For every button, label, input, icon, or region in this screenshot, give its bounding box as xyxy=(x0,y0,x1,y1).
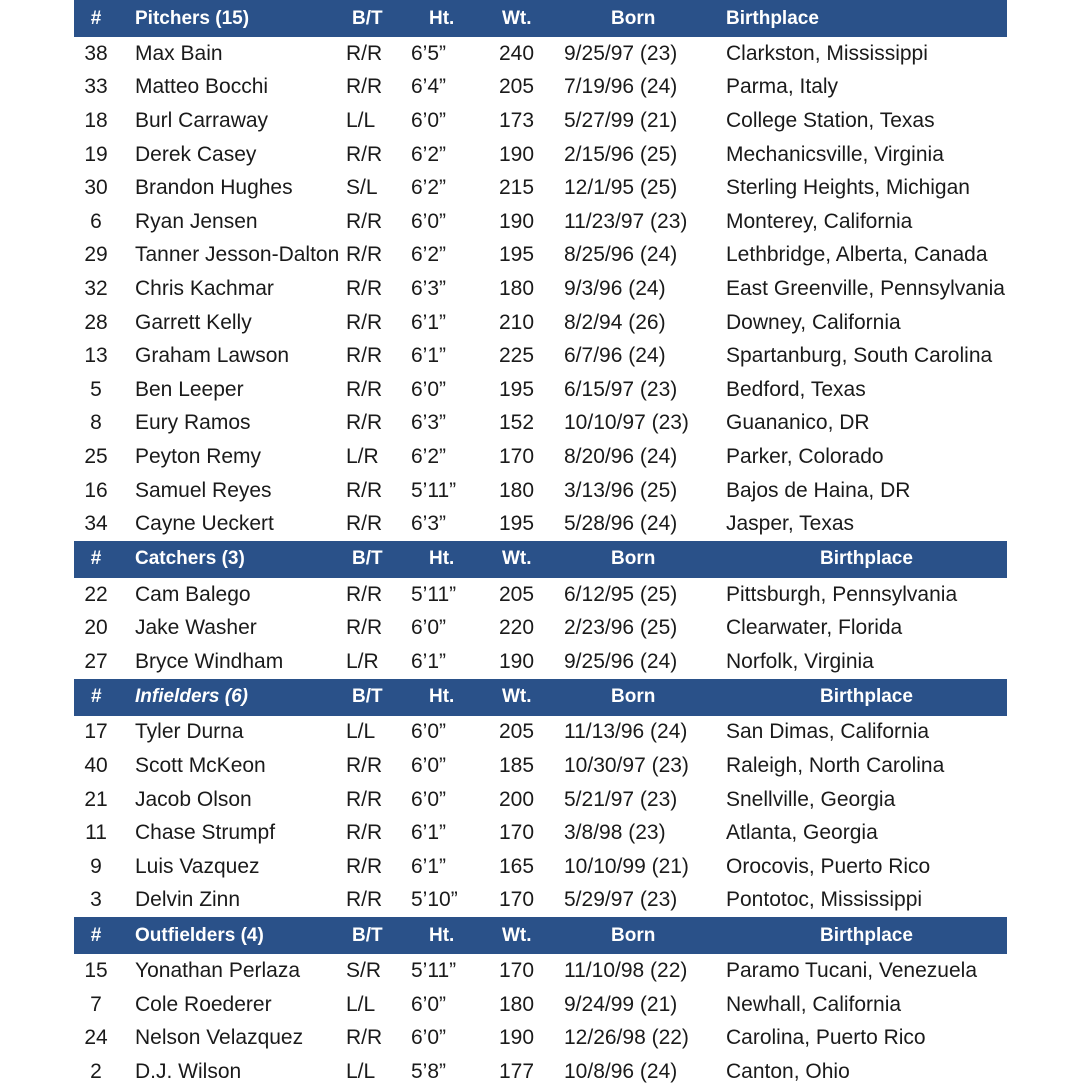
player-number: 29 xyxy=(84,243,108,267)
player-weight: 180 xyxy=(499,992,535,1016)
player-bats-throws: L/L xyxy=(346,720,376,744)
player-row xyxy=(74,71,1007,105)
player-born: 2/23/96 (25) xyxy=(564,616,678,640)
player-birthplace: Atlanta, Georgia xyxy=(726,821,878,845)
player-bats-throws: R/R xyxy=(346,787,383,811)
player-bats-throws: R/R xyxy=(346,142,383,166)
player-birthplace: Orocovis, Puerto Rico xyxy=(726,854,931,878)
header-number: # xyxy=(90,924,102,946)
player-born: 12/1/95 (25) xyxy=(564,176,678,200)
player-number: 16 xyxy=(84,478,108,502)
player-birthplace: Paramo Tucani, Venezuela xyxy=(726,959,977,983)
player-bats-throws: L/L xyxy=(346,1059,376,1083)
player-number: 7 xyxy=(90,992,102,1016)
header-weight: Wt. xyxy=(502,548,532,570)
player-name: Tyler Durna xyxy=(135,720,244,744)
player-born: 9/3/96 (24) xyxy=(564,276,666,300)
player-height: 6’3” xyxy=(411,276,447,300)
player-born: 10/30/97 (23) xyxy=(564,754,689,778)
section-header xyxy=(74,0,1007,37)
player-born: 10/10/97 (23) xyxy=(564,411,689,435)
player-bats-throws: R/R xyxy=(346,754,383,778)
player-name: Ryan Jensen xyxy=(135,209,258,233)
player-row xyxy=(74,205,1007,239)
player-name: Garrett Kelly xyxy=(135,310,252,334)
player-born: 6/15/97 (23) xyxy=(564,377,678,401)
player-height: 6’0” xyxy=(411,720,447,744)
player-birthplace: Spartanburg, South Carolina xyxy=(726,344,993,368)
player-birthplace: Carolina, Puerto Rico xyxy=(726,1026,926,1050)
player-weight: 195 xyxy=(499,512,535,536)
player-weight: 205 xyxy=(499,720,535,744)
player-name: Peyton Remy xyxy=(135,444,262,468)
header-birthplace: Birthplace xyxy=(726,7,819,29)
header-height: Ht. xyxy=(429,7,455,29)
player-name: Chase Strumpf xyxy=(135,821,276,845)
player-row xyxy=(74,716,1007,750)
header-birthplace: Birthplace xyxy=(820,548,913,570)
player-weight: 173 xyxy=(499,108,535,132)
player-bats-throws: R/R xyxy=(346,75,383,99)
player-row xyxy=(74,850,1007,884)
player-number: 17 xyxy=(84,720,108,744)
player-row xyxy=(74,954,1007,988)
player-weight: 185 xyxy=(499,754,535,778)
player-born: 2/15/96 (25) xyxy=(564,142,678,166)
player-row xyxy=(74,440,1007,474)
player-born: 5/21/97 (23) xyxy=(564,787,678,811)
player-born: 5/28/96 (24) xyxy=(564,512,678,536)
player-birthplace: Downey, California xyxy=(726,310,901,334)
player-born: 7/19/96 (24) xyxy=(564,75,678,99)
player-name: Burl Carraway xyxy=(135,108,269,132)
player-name: Jake Washer xyxy=(135,616,257,640)
player-name: Max Bain xyxy=(135,41,223,65)
player-born: 11/10/98 (22) xyxy=(564,959,688,983)
player-number: 18 xyxy=(84,108,108,132)
player-bats-throws: R/R xyxy=(346,888,383,912)
player-height: 5’10” xyxy=(411,888,458,912)
player-birthplace: Canton, Ohio xyxy=(726,1059,850,1083)
player-born: 5/29/97 (23) xyxy=(564,888,678,912)
player-name: Yonathan Perlaza xyxy=(135,959,301,983)
player-bats-throws: R/R xyxy=(346,616,383,640)
player-row xyxy=(74,645,1007,679)
player-bats-throws: R/R xyxy=(346,243,383,267)
player-height: 5’11” xyxy=(411,478,457,502)
player-born: 8/2/94 (26) xyxy=(564,310,666,334)
section-header xyxy=(74,917,1007,954)
player-weight: 180 xyxy=(499,276,535,300)
player-name: Scott McKeon xyxy=(135,754,266,778)
player-weight: 165 xyxy=(499,854,535,878)
player-height: 6’0” xyxy=(411,377,447,401)
section-title: Pitchers (15) xyxy=(135,7,250,29)
header-birthplace: Birthplace xyxy=(820,924,913,946)
header-weight: Wt. xyxy=(502,7,532,29)
player-birthplace: Bajos de Haina, DR xyxy=(726,478,911,502)
header-weight: Wt. xyxy=(502,924,532,946)
player-bats-throws: R/R xyxy=(346,310,383,334)
player-weight: 170 xyxy=(499,444,535,468)
player-weight: 225 xyxy=(499,344,535,368)
player-born: 12/26/98 (22) xyxy=(564,1026,689,1050)
player-weight: 190 xyxy=(499,649,535,673)
player-number: 27 xyxy=(84,649,108,673)
player-number: 21 xyxy=(84,787,108,811)
section-title: Outfielders (4) xyxy=(135,924,264,946)
player-bats-throws: R/R xyxy=(346,209,383,233)
player-row xyxy=(74,239,1007,273)
player-birthplace: Clarkston, Mississippi xyxy=(726,41,928,65)
player-born: 6/12/95 (25) xyxy=(564,582,678,606)
player-bats-throws: R/R xyxy=(346,1026,383,1050)
player-row xyxy=(74,373,1007,407)
player-weight: 195 xyxy=(499,243,535,267)
player-birthplace: Clearwater, Florida xyxy=(726,616,903,640)
player-height: 6’1” xyxy=(411,821,447,845)
player-height: 6’0” xyxy=(411,992,447,1016)
header-birthplace: Birthplace xyxy=(820,686,913,708)
player-birthplace: College Station, Texas xyxy=(726,108,935,132)
player-bats-throws: S/L xyxy=(346,176,378,200)
header-bats-throws: B/T xyxy=(352,7,383,29)
player-born: 8/20/96 (24) xyxy=(564,444,678,468)
player-height: 6’3” xyxy=(411,512,447,536)
player-number: 40 xyxy=(84,754,108,778)
player-birthplace: San Dimas, California xyxy=(726,720,930,744)
player-name: Cam Balego xyxy=(135,582,251,606)
player-name: Jacob Olson xyxy=(135,787,252,811)
player-height: 6’2” xyxy=(411,444,447,468)
player-born: 10/10/99 (21) xyxy=(564,854,689,878)
header-bats-throws: B/T xyxy=(352,686,383,708)
player-number: 6 xyxy=(90,209,102,233)
player-row xyxy=(74,884,1007,918)
player-number: 15 xyxy=(84,959,108,983)
player-number: 28 xyxy=(84,310,108,334)
player-name: Graham Lawson xyxy=(135,344,290,368)
player-bats-throws: R/R xyxy=(346,512,383,536)
player-bats-throws: R/R xyxy=(346,276,383,300)
player-bats-throws: R/R xyxy=(346,41,383,65)
player-birthplace: East Greenville, Pennsylvania xyxy=(726,276,1005,300)
player-birthplace: Bedford, Texas xyxy=(726,377,866,401)
header-born: Born xyxy=(611,686,656,708)
player-name: Cole Roederer xyxy=(135,992,272,1016)
player-height: 6’0” xyxy=(411,209,447,233)
player-born: 5/27/99 (21) xyxy=(564,108,678,132)
player-weight: 240 xyxy=(499,41,535,65)
player-bats-throws: S/R xyxy=(346,959,382,983)
section-header xyxy=(74,679,1007,716)
player-name: Ben Leeper xyxy=(135,377,244,401)
player-bats-throws: R/R xyxy=(346,411,383,435)
header-number: # xyxy=(90,548,102,570)
player-name: Matteo Bocchi xyxy=(135,75,269,99)
player-bats-throws: L/L xyxy=(346,108,376,132)
player-weight: 152 xyxy=(499,411,535,435)
player-row xyxy=(74,474,1007,508)
player-name: Eury Ramos xyxy=(135,411,251,435)
player-number: 13 xyxy=(84,344,108,368)
player-number: 38 xyxy=(84,41,108,65)
player-weight: 220 xyxy=(499,616,535,640)
player-birthplace: Mechanicsville, Virginia xyxy=(726,142,944,166)
header-weight: Wt. xyxy=(502,686,532,708)
header-born: Born xyxy=(611,7,656,29)
player-name: Samuel Reyes xyxy=(135,478,272,502)
player-number: 3 xyxy=(90,888,102,912)
player-height: 6’1” xyxy=(411,649,447,673)
player-number: 2 xyxy=(90,1059,102,1083)
player-birthplace: Monterey, California xyxy=(726,209,913,233)
player-birthplace: Lethbridge, Alberta, Canada xyxy=(726,243,988,267)
roster-section xyxy=(74,0,1007,541)
player-row xyxy=(74,783,1007,817)
player-born: 6/7/96 (24) xyxy=(564,344,666,368)
player-row xyxy=(74,1055,1007,1089)
player-row xyxy=(74,507,1007,541)
player-row xyxy=(74,104,1007,138)
player-row xyxy=(74,138,1007,172)
player-number: 33 xyxy=(84,75,108,99)
player-bats-throws: L/R xyxy=(346,444,379,468)
player-birthplace: Norfolk, Virginia xyxy=(726,649,874,673)
header-number: # xyxy=(90,686,102,708)
player-height: 6’2” xyxy=(411,176,447,200)
player-number: 9 xyxy=(90,854,102,878)
player-height: 6’0” xyxy=(411,616,447,640)
section-title: Catchers (3) xyxy=(135,548,245,570)
player-birthplace: Sterling Heights, Michigan xyxy=(726,176,970,200)
player-birthplace: Jasper, Texas xyxy=(726,512,855,536)
header-height: Ht. xyxy=(429,924,455,946)
player-number: 25 xyxy=(84,444,108,468)
player-row xyxy=(74,1021,1007,1055)
player-weight: 170 xyxy=(499,821,535,845)
player-born: 3/13/96 (25) xyxy=(564,478,678,502)
player-birthplace: Raleigh, North Carolina xyxy=(726,754,945,778)
player-number: 24 xyxy=(84,1026,108,1050)
player-row xyxy=(74,339,1007,373)
player-bats-throws: L/R xyxy=(346,649,379,673)
player-weight: 180 xyxy=(499,478,535,502)
roster-section xyxy=(74,679,1007,918)
player-born: 11/13/96 (24) xyxy=(564,720,688,744)
player-weight: 170 xyxy=(499,959,535,983)
player-row xyxy=(74,272,1007,306)
player-bats-throws: L/L xyxy=(346,992,376,1016)
player-height: 6’1” xyxy=(411,854,447,878)
player-weight: 210 xyxy=(499,310,535,334)
player-number: 5 xyxy=(90,377,102,401)
player-height: 6’0” xyxy=(411,108,447,132)
player-bats-throws: R/R xyxy=(346,478,383,502)
header-number: # xyxy=(90,7,102,29)
player-born: 11/23/97 (23) xyxy=(564,209,688,233)
player-number: 30 xyxy=(84,176,108,200)
player-birthplace: Newhall, California xyxy=(726,992,902,1016)
player-row xyxy=(74,407,1007,441)
section-title: Infielders (6) xyxy=(135,686,248,708)
player-name: Delvin Zinn xyxy=(135,888,241,912)
player-height: 6’0” xyxy=(411,1026,447,1050)
player-height: 6’1” xyxy=(411,310,447,334)
player-name: Chris Kachmar xyxy=(135,276,274,300)
player-row xyxy=(74,988,1007,1022)
player-height: 5’11” xyxy=(411,582,457,606)
player-bats-throws: R/R xyxy=(346,821,383,845)
header-height: Ht. xyxy=(429,686,455,708)
player-weight: 215 xyxy=(499,176,535,200)
player-weight: 190 xyxy=(499,1026,535,1050)
player-number: 32 xyxy=(84,276,108,300)
player-born: 9/25/96 (24) xyxy=(564,649,678,673)
player-born: 9/25/97 (23) xyxy=(564,41,678,65)
player-birthplace: Snellville, Georgia xyxy=(726,787,896,811)
player-height: 6’3” xyxy=(411,411,447,435)
player-height: 6’2” xyxy=(411,243,447,267)
player-weight: 170 xyxy=(499,888,535,912)
player-row xyxy=(74,816,1007,850)
player-height: 5’11” xyxy=(411,959,457,983)
player-birthplace: Parker, Colorado xyxy=(726,444,884,468)
player-height: 6’2” xyxy=(411,142,447,166)
player-name: Brandon Hughes xyxy=(135,176,293,200)
player-weight: 205 xyxy=(499,75,535,99)
player-birthplace: Parma, Italy xyxy=(726,75,839,99)
player-name: Derek Casey xyxy=(135,142,257,166)
player-weight: 190 xyxy=(499,209,535,233)
player-weight: 205 xyxy=(499,582,535,606)
player-row xyxy=(74,171,1007,205)
header-bats-throws: B/T xyxy=(352,924,383,946)
player-birthplace: Pittsburgh, Pennsylvania xyxy=(726,582,958,606)
player-name: Nelson Velazquez xyxy=(135,1026,304,1050)
player-height: 6’0” xyxy=(411,754,447,778)
player-weight: 195 xyxy=(499,377,535,401)
section-header xyxy=(74,541,1007,578)
player-height: 6’4” xyxy=(411,75,447,99)
player-name: Tanner Jesson-Dalton xyxy=(135,243,340,267)
roster-table xyxy=(74,0,1007,1089)
player-row xyxy=(74,749,1007,783)
header-born: Born xyxy=(611,924,656,946)
player-number: 34 xyxy=(84,512,108,536)
player-number: 19 xyxy=(84,142,108,166)
player-number: 22 xyxy=(84,582,108,606)
player-number: 20 xyxy=(84,616,108,640)
player-bats-throws: R/R xyxy=(346,854,383,878)
player-birthplace: Guananico, DR xyxy=(726,411,870,435)
player-bats-throws: R/R xyxy=(346,582,383,606)
player-height: 6’5” xyxy=(411,41,447,65)
player-weight: 177 xyxy=(499,1059,535,1083)
player-height: 6’1” xyxy=(411,344,447,368)
header-bats-throws: B/T xyxy=(352,548,383,570)
player-row xyxy=(74,578,1007,612)
player-birthplace: Pontotoc, Mississippi xyxy=(726,888,923,912)
player-weight: 200 xyxy=(499,787,535,811)
player-height: 6’0” xyxy=(411,787,447,811)
player-bats-throws: R/R xyxy=(346,377,383,401)
player-born: 10/8/96 (24) xyxy=(564,1059,678,1083)
player-height: 5’8” xyxy=(411,1059,447,1083)
header-born: Born xyxy=(611,548,656,570)
player-born: 8/25/96 (24) xyxy=(564,243,678,267)
player-row xyxy=(74,37,1007,71)
player-row xyxy=(74,612,1007,646)
player-name: D.J. Wilson xyxy=(135,1059,242,1083)
player-name: Cayne Ueckert xyxy=(135,512,274,536)
player-born: 3/8/98 (23) xyxy=(564,821,666,845)
player-bats-throws: R/R xyxy=(346,344,383,368)
player-name: Bryce Windham xyxy=(135,649,284,673)
roster-section xyxy=(74,917,1007,1088)
player-number: 11 xyxy=(85,821,107,845)
player-weight: 190 xyxy=(499,142,535,166)
player-name: Luis Vazquez xyxy=(135,854,260,878)
roster-section xyxy=(74,541,1007,679)
player-row xyxy=(74,306,1007,340)
header-height: Ht. xyxy=(429,548,455,570)
player-number: 8 xyxy=(90,411,102,435)
player-born: 9/24/99 (21) xyxy=(564,992,678,1016)
